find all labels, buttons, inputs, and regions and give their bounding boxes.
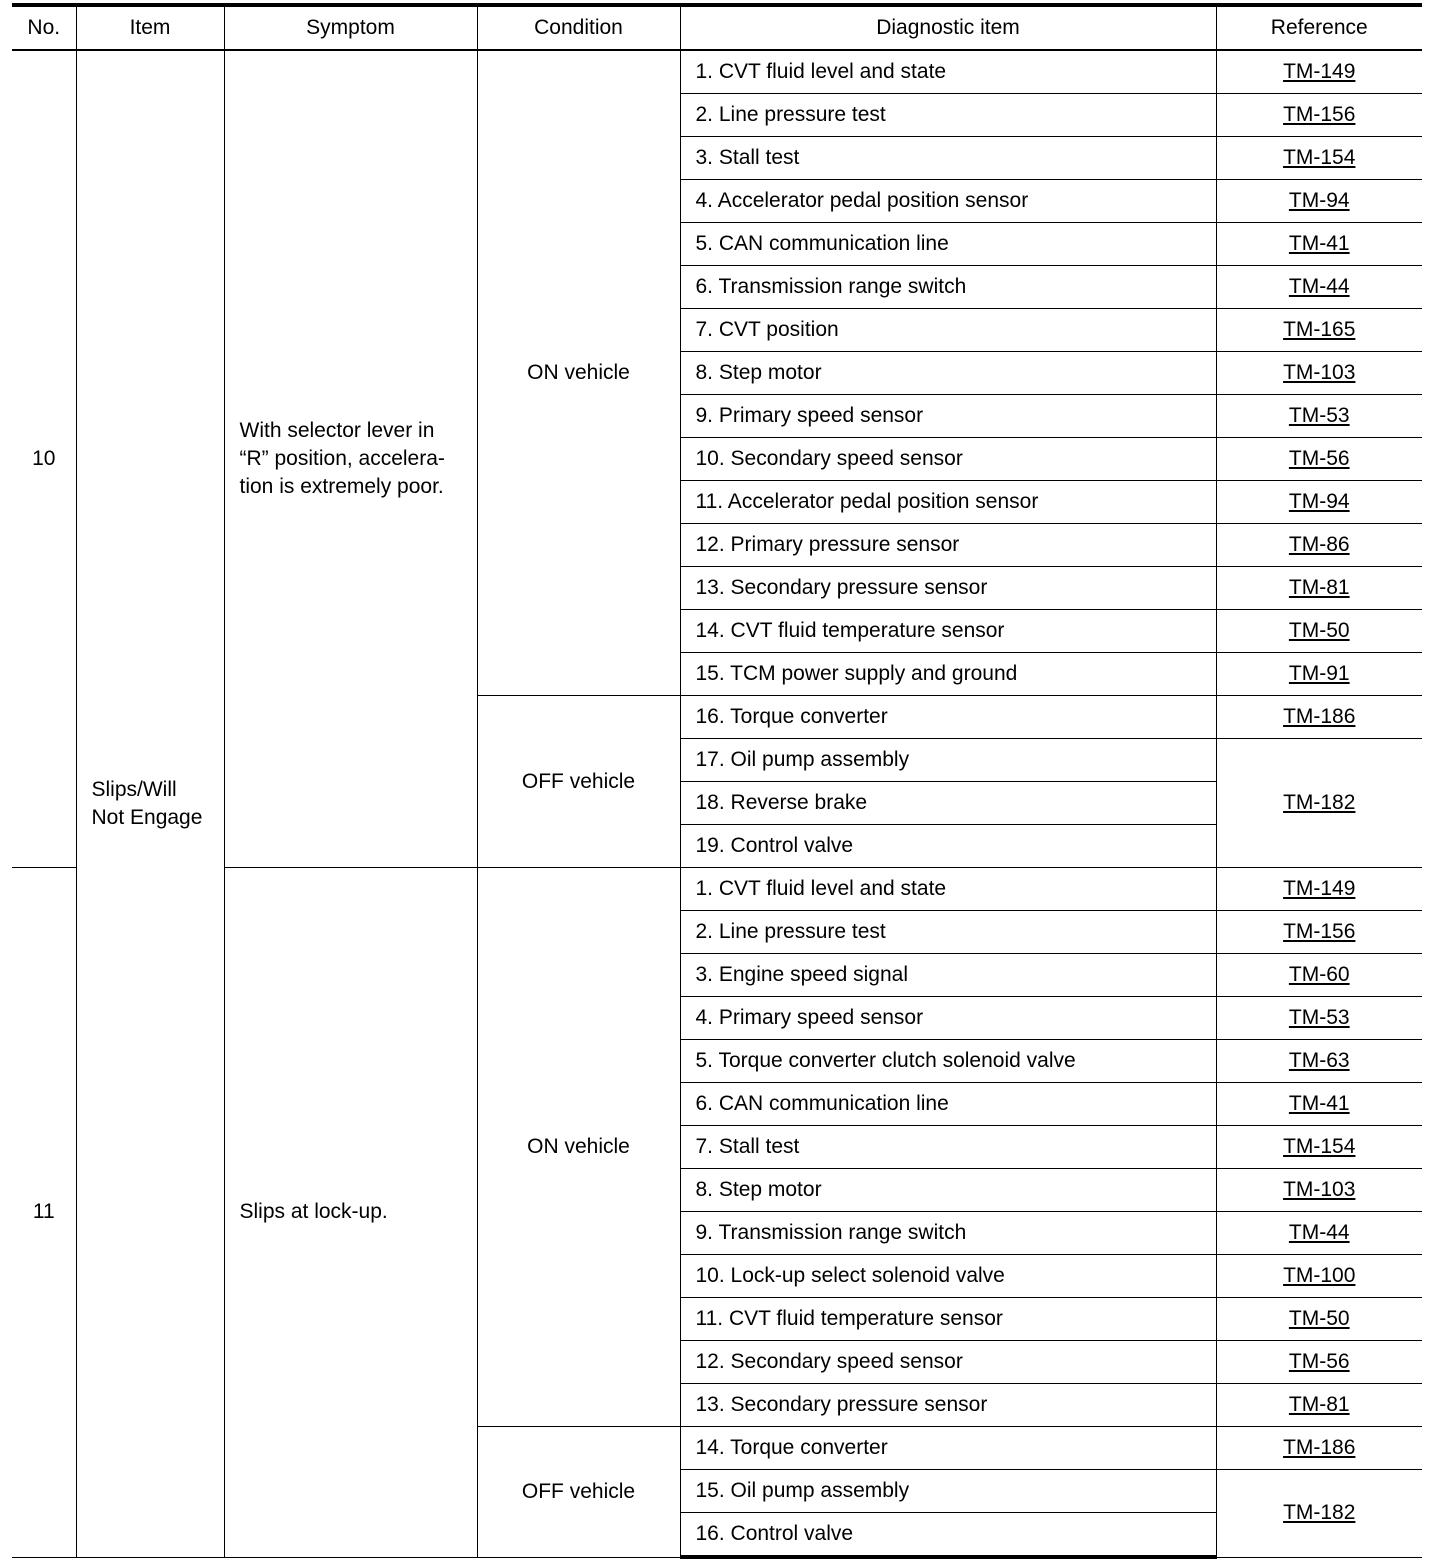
condition-off-vehicle: OFF vehicle [477, 1427, 680, 1558]
reference-link[interactable]: TM-41 [1216, 223, 1422, 266]
header-reference: Reference [1216, 5, 1422, 50]
diagnostic-item: 2. Line pressure test [680, 911, 1216, 954]
diagnostic-item: 6. CAN communication line [680, 1083, 1216, 1126]
diagnostic-item: 6. Transmission range switch [680, 266, 1216, 309]
diagnostic-item: 3. Engine speed signal [680, 954, 1216, 997]
header-diagnostic-item: Diagnostic item [680, 5, 1216, 50]
diagnostic-item: 16. Torque converter [680, 696, 1216, 739]
diagnostic-item: 7. CVT position [680, 309, 1216, 352]
symptom-cell [224, 50, 477, 868]
header-symptom: Symptom [224, 5, 477, 50]
diagnostic-item: 15. TCM power supply and ground [680, 653, 1216, 696]
diagnostic-item: 10. Secondary speed sensor [680, 438, 1216, 481]
diagnostic-item: 5. Torque converter clutch solenoid valve [680, 1040, 1216, 1083]
reference-link[interactable]: TM-100 [1216, 1255, 1422, 1298]
table-row [12, 50, 1422, 94]
diagnostic-item: 16. Control valve [680, 1513, 1216, 1558]
diagnostic-item: 2. Line pressure test [680, 94, 1216, 137]
header-condition: Condition [477, 5, 680, 50]
condition-off-vehicle: OFF vehicle [477, 696, 680, 868]
reference-link[interactable]: TM-186 [1216, 1427, 1422, 1470]
reference-link[interactable]: TM-63 [1216, 1040, 1422, 1083]
reference-link[interactable]: TM-53 [1216, 395, 1422, 438]
diagnostic-item: 13. Secondary pressure sensor [680, 1384, 1216, 1427]
reference-link[interactable]: TM-91 [1216, 653, 1422, 696]
diagnostic-item: 4. Primary speed sensor [680, 997, 1216, 1040]
diagnosis-table-container [12, 3, 1422, 1559]
diagnostic-item: 3. Stall test [680, 137, 1216, 180]
condition-on-vehicle: ON vehicle [477, 50, 680, 696]
reference-link[interactable]: TM-50 [1216, 610, 1422, 653]
row-number: 10 [12, 50, 76, 868]
diagnostic-item: 1. CVT fluid level and state [680, 50, 1216, 94]
diagnostic-item: 11. CVT fluid temperature sensor [680, 1298, 1216, 1341]
reference-link[interactable]: TM-186 [1216, 696, 1422, 739]
diagnosis-table [12, 3, 1422, 1559]
diagnostic-item: 10. Lock-up select solenoid valve [680, 1255, 1216, 1298]
symptom-line: tion is extremely poor. [239, 475, 444, 498]
symptom-line: Slips at lock-up. [239, 1200, 388, 1224]
item-line: Not Engage [91, 805, 203, 829]
item-line: Slips/Will [91, 777, 177, 801]
item-cell [76, 50, 224, 1557]
symptom-cell [224, 868, 477, 1558]
condition-on-vehicle: ON vehicle [477, 868, 680, 1427]
reference-link[interactable]: TM-103 [1216, 1169, 1422, 1212]
diagnostic-item: 8. Step motor [680, 1169, 1216, 1212]
diagnostic-item: 19. Control valve [680, 825, 1216, 868]
row-number: 11 [12, 868, 76, 1558]
symptom-line: With selector lever in [239, 419, 435, 442]
diagnostic-item: 12. Secondary speed sensor [680, 1341, 1216, 1384]
reference-link[interactable]: TM-44 [1216, 1212, 1422, 1255]
diagnostic-item: 18. Reverse brake [680, 782, 1216, 825]
reference-link[interactable]: TM-86 [1216, 524, 1422, 567]
reference-link[interactable]: TM-41 [1216, 1083, 1422, 1126]
diagnostic-item: 5. CAN communication line [680, 223, 1216, 266]
diagnostic-item: 4. Accelerator pedal position sensor [680, 180, 1216, 223]
reference-link[interactable]: TM-60 [1216, 954, 1422, 997]
reference-link[interactable]: TM-156 [1216, 911, 1422, 954]
reference-link[interactable]: TM-53 [1216, 997, 1422, 1040]
reference-link[interactable]: TM-81 [1216, 567, 1422, 610]
reference-link[interactable]: TM-94 [1216, 481, 1422, 524]
reference-link[interactable]: TM-149 [1216, 868, 1422, 911]
reference-link[interactable]: TM-94 [1216, 180, 1422, 223]
reference-link[interactable]: TM-165 [1216, 309, 1422, 352]
diagnostic-item: 1. CVT fluid level and state [680, 868, 1216, 911]
diagnostic-item: 15. Oil pump assembly [680, 1470, 1216, 1513]
header-no: No. [12, 5, 76, 50]
diagnostic-item: 11. Accelerator pedal position sensor [680, 481, 1216, 524]
diagnostic-item: 9. Transmission range switch [680, 1212, 1216, 1255]
reference-link[interactable]: TM-103 [1216, 352, 1422, 395]
reference-link[interactable]: TM-56 [1216, 1341, 1422, 1384]
reference-link[interactable]: TM-50 [1216, 1298, 1422, 1341]
reference-link[interactable]: TM-149 [1216, 50, 1422, 94]
reference-link[interactable]: TM-182 [1216, 739, 1422, 868]
diagnostic-item: 7. Stall test [680, 1126, 1216, 1169]
diagnostic-item: 13. Secondary pressure sensor [680, 567, 1216, 610]
diagnostic-item: 8. Step motor [680, 352, 1216, 395]
header-row [12, 5, 1422, 50]
table-row [12, 868, 1422, 911]
symptom-line: “R” position, accelera- [239, 447, 445, 470]
diagnostic-item: 14. Torque converter [680, 1427, 1216, 1470]
reference-link[interactable]: TM-156 [1216, 94, 1422, 137]
reference-link[interactable]: TM-56 [1216, 438, 1422, 481]
reference-link[interactable]: TM-81 [1216, 1384, 1422, 1427]
reference-link[interactable]: TM-154 [1216, 137, 1422, 180]
header-item: Item [76, 5, 224, 50]
table-body [12, 50, 1422, 1557]
reference-link[interactable]: TM-154 [1216, 1126, 1422, 1169]
diagnostic-item: 9. Primary speed sensor [680, 395, 1216, 438]
diagnostic-item: 17. Oil pump assembly [680, 739, 1216, 782]
reference-link[interactable]: TM-182 [1216, 1470, 1422, 1558]
diagnostic-item: 12. Primary pressure sensor [680, 524, 1216, 567]
diagnostic-item: 14. CVT fluid temperature sensor [680, 610, 1216, 653]
reference-link[interactable]: TM-44 [1216, 266, 1422, 309]
